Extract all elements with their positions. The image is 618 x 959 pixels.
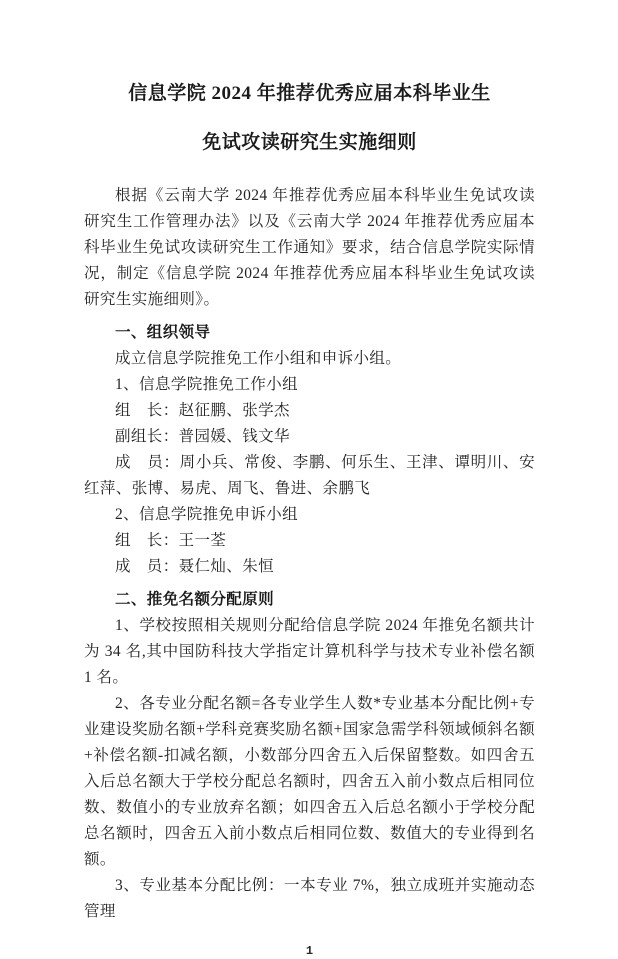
- paragraph-workgroup-title: 1、信息学院推免工作小组: [115, 376, 299, 393]
- paragraph-quota-ratio: 3、专业基本分配比例：一本专业 7%，独立成班并实施动态管理: [84, 877, 535, 920]
- paragraph-quota-total: 1、学校按照相关规则分配给信息学院 2024 年推免名额共计为 34 名,其中国防科技大学指定计算机科学与技术专业补偿名额 1 名。: [84, 617, 535, 686]
- paragraph-quota-formula: 2、各专业分配名额=各专业学生人数*专业基本分配比例+专业建设奖励名额+学科竞赛奖励名额+国家急需学科领域倾斜名额+补偿名额-扣减名额，小数部分四舍五入后保留整数。如四舍五入后总名额大于学校分配总名额时，四舍五入前小数点后相同位数、数值小的专业放弃名额；如四舍五入后总名额小于学校分配总名额时，四舍五入前小数点后相同位数、数值大的专业得到名额。: [84, 695, 535, 868]
- document-title-line-2: 免试攻读研究生实施细则: [202, 132, 417, 153]
- section-heading-1: 一、组织领导: [115, 324, 211, 341]
- document-title: [84, 80, 535, 157]
- paragraph-intro: 根据《云南大学 2024 年推荐优秀应届本科毕业生免试攻读研究生工作管理办法》以及《云南大学 2024 年推荐优秀应届本科毕业生免试攻读研究生工作通知》要求，结合信息学院实际情况，制定《信息学院 2024 年推荐优秀应届本科毕业生免试攻读研究生实施细则》。: [84, 187, 535, 308]
- document-title-line-1: 信息学院 2024 年推荐优秀应届本科毕业生: [128, 83, 491, 104]
- paragraph-workgroup-deputy: 副组长：普园媛、钱文华: [115, 428, 290, 445]
- document-body: [84, 183, 535, 925]
- paragraph: 成立信息学院推免工作小组和申诉小组。: [115, 350, 402, 367]
- page-number: 1: [305, 944, 314, 958]
- section-heading-2: 二、推免名额分配原则: [115, 591, 275, 608]
- page-footer: [84, 941, 535, 959]
- paragraph-appealgroup-leader: 组 长：王一荃: [115, 532, 227, 549]
- paragraph-appealgroup-members: 成 员：聂仁灿、朱恒: [115, 558, 275, 575]
- paragraph-workgroup-leader: 组 长：赵征鹏、张学杰: [115, 402, 290, 419]
- paragraph-appealgroup-title: 2、信息学院推免申诉小组: [115, 506, 299, 523]
- paragraph-workgroup-members: 成 员：周小兵、常俊、李鹏、何乐生、王津、谭明川、安红萍、张博、易虎、周飞、鲁进、余鹏飞: [84, 454, 535, 497]
